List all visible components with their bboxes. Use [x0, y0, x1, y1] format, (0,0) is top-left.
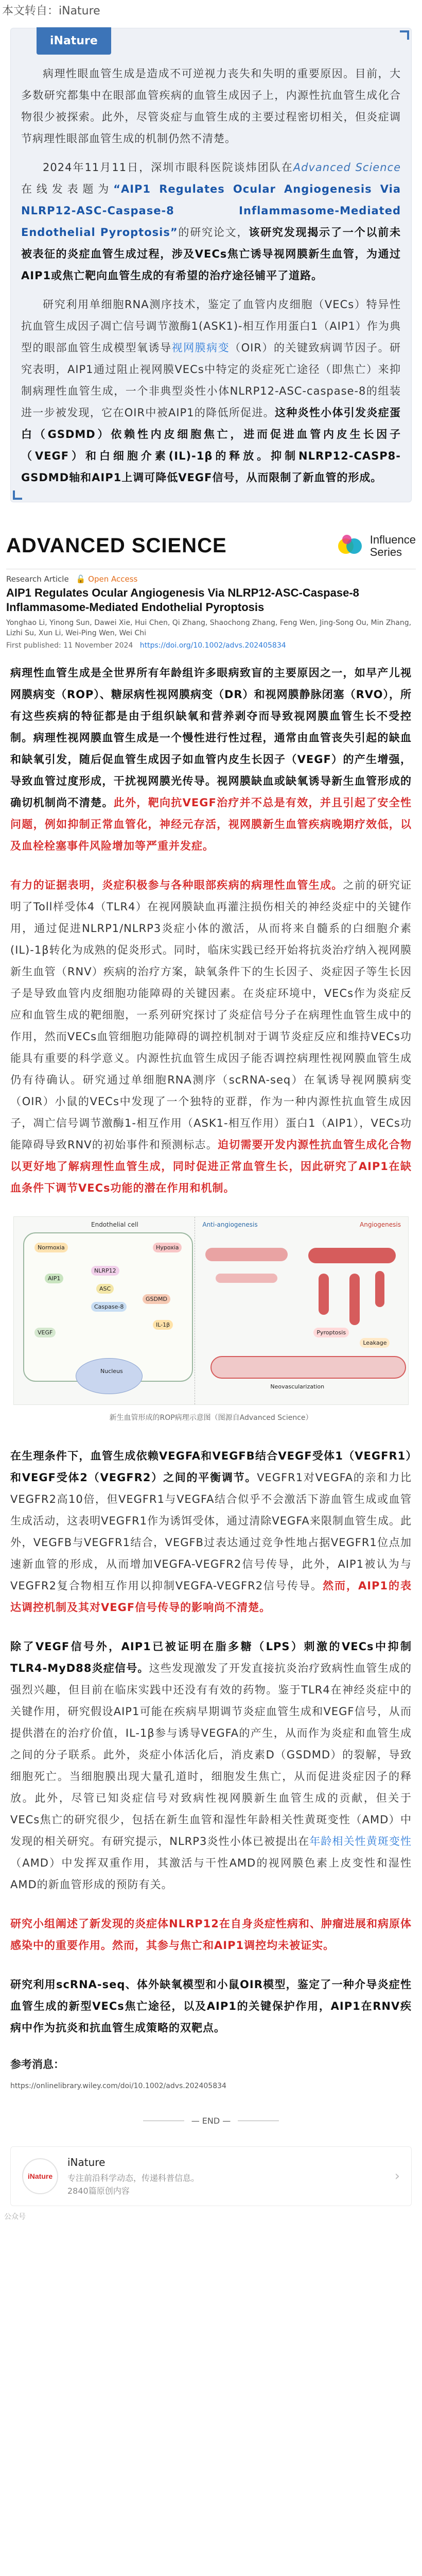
- keyword-link[interactable]: 年龄相关性黄斑变性: [309, 1835, 412, 1848]
- article-publication: First published: 11 November 2024 https://doi.org/10.1002/advs.202405834: [6, 641, 286, 650]
- article-body: [0, 655, 422, 1199]
- chevron-right-icon: ›: [394, 2168, 400, 2184]
- figure-label: ASC: [96, 1284, 114, 1294]
- intro-tag: iNature: [37, 27, 111, 55]
- figure-label: AIP1: [45, 1274, 63, 1283]
- doi-link[interactable]: https://doi.org/10.1002/advs.202405834: [139, 641, 286, 650]
- figure-label: Normoxia: [34, 1243, 68, 1252]
- account-card[interactable]: [10, 2146, 412, 2206]
- body-paragraph-1: 病理性血管生成是全世界所有年龄组许多眼病致盲的主要原因之一，如早产儿视网膜病变（ROP）、糖尿病性视网膜病变（DR）和视网膜静脉闭塞（RVO），所有这些疾病的特征都是由于组织缺氧和营养剥夺而导致视网膜血管生长不受控制。病理性视网膜血管生成是一个慢性进行性过程，通常由血管丧失引起的缺血和缺氧引发，随后促血管生成因子如血管内皮生长因子（VEGF）的产生增强，导致血管过度形成，干扰视网膜光传导。视网膜缺血或缺氧诱导新生血管形成的确切机制尚不清楚。此外，靶向抗VEGF治疗并不总是有效，并且引起了安全性问题，例如抑制正常血管化，神经元存活，视网膜新生血管疾病晚期疗效低，以及血栓栓塞事件风险增加等严重并发症。: [10, 667, 412, 852]
- article-body-continued: [0, 1438, 422, 2090]
- intro-paragraph-3: 研究利用单细胞RNA测序技术，鉴定了血管内皮细胞（VECs）特异性抗血管生成因子凋亡信号调节激酶1(ASK1)-相互作用蛋白1（AIP1）作为典型的眼部血管生成模型氧诱导视网膜病变（OIR）的关键致病调节因子。研究表明，AIP1通过阻止视网膜VECs中特定的炎症死亡途径（即焦亡）来抑制病理性血管生成，一个非典型炎性小体NLRP12-ASC-caspase-8的组装进一步被发现，它在OIR中被AIP1的降低所促进。这种炎性小体引发炎症蛋白（GSDMD）依赖性内皮细胞焦亡，进而促进血管内皮生长因子（VEGF）和白细胞介素(IL)-1β的释放。抑制NLRP12-CASP8-GSDMD轴和AIP1上调可降低VEGF信号，从而限制了新血管的形成。: [21, 298, 401, 484]
- article-authors: Yonghao Li, Yinong Sun, Dawei Xie, Hui Chen, Qi Zhang, Shaochong Zhang, Feng Wen, Jing-Song Ou, Min Zhang, Lizhi Su, Xun Li, Wei-Ping Wen, Wei Chi: [6, 619, 412, 637]
- figure-right-label-a: Anti-angiogenesis: [202, 1221, 258, 1228]
- figure-label: IL-1β: [153, 1320, 173, 1330]
- journal-banner: [6, 523, 416, 569]
- influence-series-badge: [338, 534, 416, 558]
- figure-label: Caspase-8: [91, 1302, 127, 1312]
- article-meta: [6, 569, 416, 586]
- corner-decoration: [400, 30, 409, 40]
- body-paragraph-4: 除了VEGF信号外，AIP1已被证明在脂多糖（LPS）刺激的VECs中抑制TLR4-MyD88炎症信号。这些发现激发了开发直接抗炎治疗致病性血管生成的强烈兴趣，但目前在临床实践中还没有有效的药物。鉴于TLR4在神经炎症中的关键作用，研究假设AIP1可能在疾病早期调节炎症血管生成和VEGF信号，从而提供潜在的治疗价值，IL-1β参与诱导VEGFA的产生，从而作为炎症和血管生成之间的分子联系。此外，炎症小体活化后，消皮素D（GSDMD）的裂解，导致细胞死亡。当细胞膜出现大量孔道时，细胞发生焦亡，从而促进炎症因子的释放。此外，尽管已知炎症信号对致病性视网膜新生血管生成的贡献，但关于VECs焦亡的研究很少，包括在新生血管和湿性年龄相关性黄斑变性（AMD）中发现的相关研究。有研究提示，NLRP3炎性小体已被提出在年龄相关性黄斑变性（AMD）中发挥双重作用，其激活与干性AMD的视网膜色素上皮变性和湿性AMD的新血管形成的预防有关。: [10, 1640, 412, 1891]
- corner-decoration: [13, 490, 22, 500]
- body-paragraph-5: 研究小组阐述了新发现的炎症体NLRP12在自身炎症性病和、肿瘤进展和病原体感染中的重要作用。然而，其参与焦亡和AIP1调控均未被证实。: [10, 1918, 412, 1952]
- journal-logo: ADVANCED SCIENCE: [6, 534, 227, 557]
- figure-caption: 新生血管形成的ROP病理示意图（图源自Advanced Science）: [109, 1414, 313, 1422]
- article-type: Research Article: [6, 574, 69, 584]
- keyword-link[interactable]: 视网膜病变: [171, 342, 230, 354]
- vessel-cross-section: [210, 1356, 406, 1379]
- open-access-badge: 🔓 Open Access: [76, 574, 138, 584]
- vessel-shape: [205, 1248, 288, 1261]
- body-paragraph-2: 有力的证据表明，炎症积极参与各种眼部疾病的病理性血管生成。之前的研究证明了Toll样受体4（TLR4）在视网膜缺血再灌注损伤相关的神经炎症中的关键作用，通过促进NLRP1/NLRP3炎症小体的激活，从而将来自髓系的白细胞介素(IL)-1β转化为成熟的促炎形式。同时，临床实践已经开始将抗炎治疗纳入视网膜新生血管（RNV）疾病的治疗方案，缺氧条件下的生长因子、炎症因子等生长因子是导致血管内皮细胞功能障碍的关键因素。在炎症环境中，VECs作为炎症反应和血管生成的靶细胞，一系列研究探讨了炎症信号分子在病理性血管生成中的作用，然而VECs血管细胞功能障碍的调控机制对于调节炎症反应和维持VECs功能具有重要的科学意义。内源性抗血管生成因子能否调控病理性视网膜血管生成仍有待确认。研究通过单细胞RNA测序（scRNA-seq）在氧诱导视网膜病变（OIR）小鼠的VECs中发现了一个独特的亚群，作为一种内源性抗血管生成因子，凋亡信号调节激酶1-相互作用（ASK1-相互作用）蛋白1（AIP1），VECs功能障碍导致RNV的初始事件和预测标志。迫切需要开发内源性抗血管生成化合物以更好地了解病理性血管生成，同时促进正常血管生长，因此研究了AIP1在缺血条件下调节VECs功能的潜在作用和机制。: [10, 879, 412, 1194]
- figure-label: NLRP12: [91, 1266, 119, 1276]
- references-title: 参考消息：: [10, 2058, 64, 2071]
- paper-title-quote: “AIP1 Regulates Ocular Angiogenesis Via NLRP12-ASC-Caspase-8 Inflammasome-Mediated Endothelial Pyroptosis”: [21, 183, 401, 239]
- figure-panel-cell: [14, 1217, 195, 1404]
- vessel-shape: [375, 1271, 384, 1307]
- repost-note: 本文转自：iNature: [2, 5, 100, 18]
- figure-label: Hypoxia: [153, 1243, 182, 1252]
- figure-cell-title: Endothelial cell: [91, 1221, 138, 1228]
- schematic-figure: [13, 1216, 409, 1405]
- intro-paragraph-1: 病理性眼血管生成是造成不可逆视力丧失和失明的重要原因。目前，大多数研究都集中在眼部血管疾病的血管生成因子上，内源性抗血管生成化合物很少被探索。此外，尽管炎症与血管生成的主要过程密切相关，但炎症调节病理性眼部血管生成的机制仍然不清楚。: [21, 67, 401, 145]
- body-paragraph-3: 在生理条件下，血管生成依赖VEGFA和VEGFB结合VEGF受体1（VEGFR1）和VEGF受体2（VEGFR2）之间的平衡调节。VEGFR1对VEGFA的亲和力比VEGFR2高10倍，但VEGFR1与VEGFA结合似乎不会激活下游血管生成或血管生成活动，这表明VEGFR1作为诱饵受体，通过清除VEGFA来限制血管生成。此外，VEGFB与VEGFR1结合，VEGFB过表达通过竞争性地占据VEGFR1位点加速新血管的形成，从而增加VEGFA-VEGFR2信号传导，此外，AIP1被认为与VEGFR2复合物相互作用以抑制VEGFA-VEGFR2信号传导。然而，AIP1的表达调控机制及其对VEGF信号传导的影响尚不清楚。: [10, 1450, 412, 1614]
- end-divider: [0, 2090, 422, 2146]
- reference-link[interactable]: https://onlinelibrary.wiley.com/doi/10.1002/advs.202405834: [10, 2082, 226, 2090]
- figure-panel-vessels: [195, 1217, 408, 1404]
- figure-label: GSDMD: [143, 1294, 170, 1304]
- article-header-image: [0, 523, 422, 655]
- nucleus-shape: [76, 1358, 143, 1394]
- influence-logo-icon: [338, 535, 366, 557]
- vessel-shape: [216, 1274, 277, 1283]
- vessel-shape: [319, 1274, 329, 1315]
- account-name: iNature: [67, 2156, 106, 2168]
- account-avatar: iNature: [22, 2158, 58, 2194]
- vessel-shape: [349, 1274, 360, 1325]
- article-title: AIP1 Regulates Ocular Angiogenesis Via NLRP12-ASC-Caspase-8 Inflammasome-Mediated Endothelial Pyroptosis: [6, 586, 359, 614]
- figure-right-label-b: Angiogenesis: [360, 1221, 401, 1228]
- account-description: 专注前沿科学动态，传递科普信息。: [67, 2173, 200, 2183]
- figure-label: Leakage: [360, 1338, 390, 1348]
- vessel-shape: [308, 1248, 396, 1263]
- journal-name: Advanced Science: [293, 161, 401, 174]
- intro-box: [10, 28, 412, 502]
- influence-line2: Series: [370, 545, 402, 558]
- figure-label: Pyroptosis: [313, 1328, 349, 1337]
- footer-label: 公众号: [4, 2213, 26, 2221]
- influence-line1: Influence: [370, 533, 416, 546]
- figure-label: VEGF: [34, 1328, 56, 1337]
- account-article-count: 2840篇原创内容: [67, 2186, 130, 2196]
- end-label: — END —: [191, 2116, 231, 2126]
- open-lock-icon: 🔓: [76, 574, 86, 584]
- figure-label: Neovascularization: [270, 1383, 325, 1390]
- figure-label: Nucleus: [100, 1368, 123, 1375]
- body-paragraph-6: 研究利用scRNA-seq、体外缺氧模型和小鼠OIR模型，鉴定了一种介导炎症性血管生成的新型VECs焦亡途径，以及AIP1的关键保护作用，AIP1在RNV疾病中作为抗炎和抗血管生成策略的双靶点。: [10, 1978, 412, 2034]
- intro-paragraph-2: 2024年11月11日，深圳市眼科医院谈炜团队在Advanced Science在线发表题为“AIP1 Regulates Ocular Angiogenesis Via NLRP12-ASC-Caspase-8 Inflammasome-Mediated Endothelial Pyroptosis”的研究论文，该研究发现揭示了一个以前未被表征的炎症血管生成过程，涉及VECs焦亡诱导视网膜新生血管，为通过AIP1或焦亡靶向血管生成的有希望的治疗途径铺平了道路。: [21, 161, 401, 282]
